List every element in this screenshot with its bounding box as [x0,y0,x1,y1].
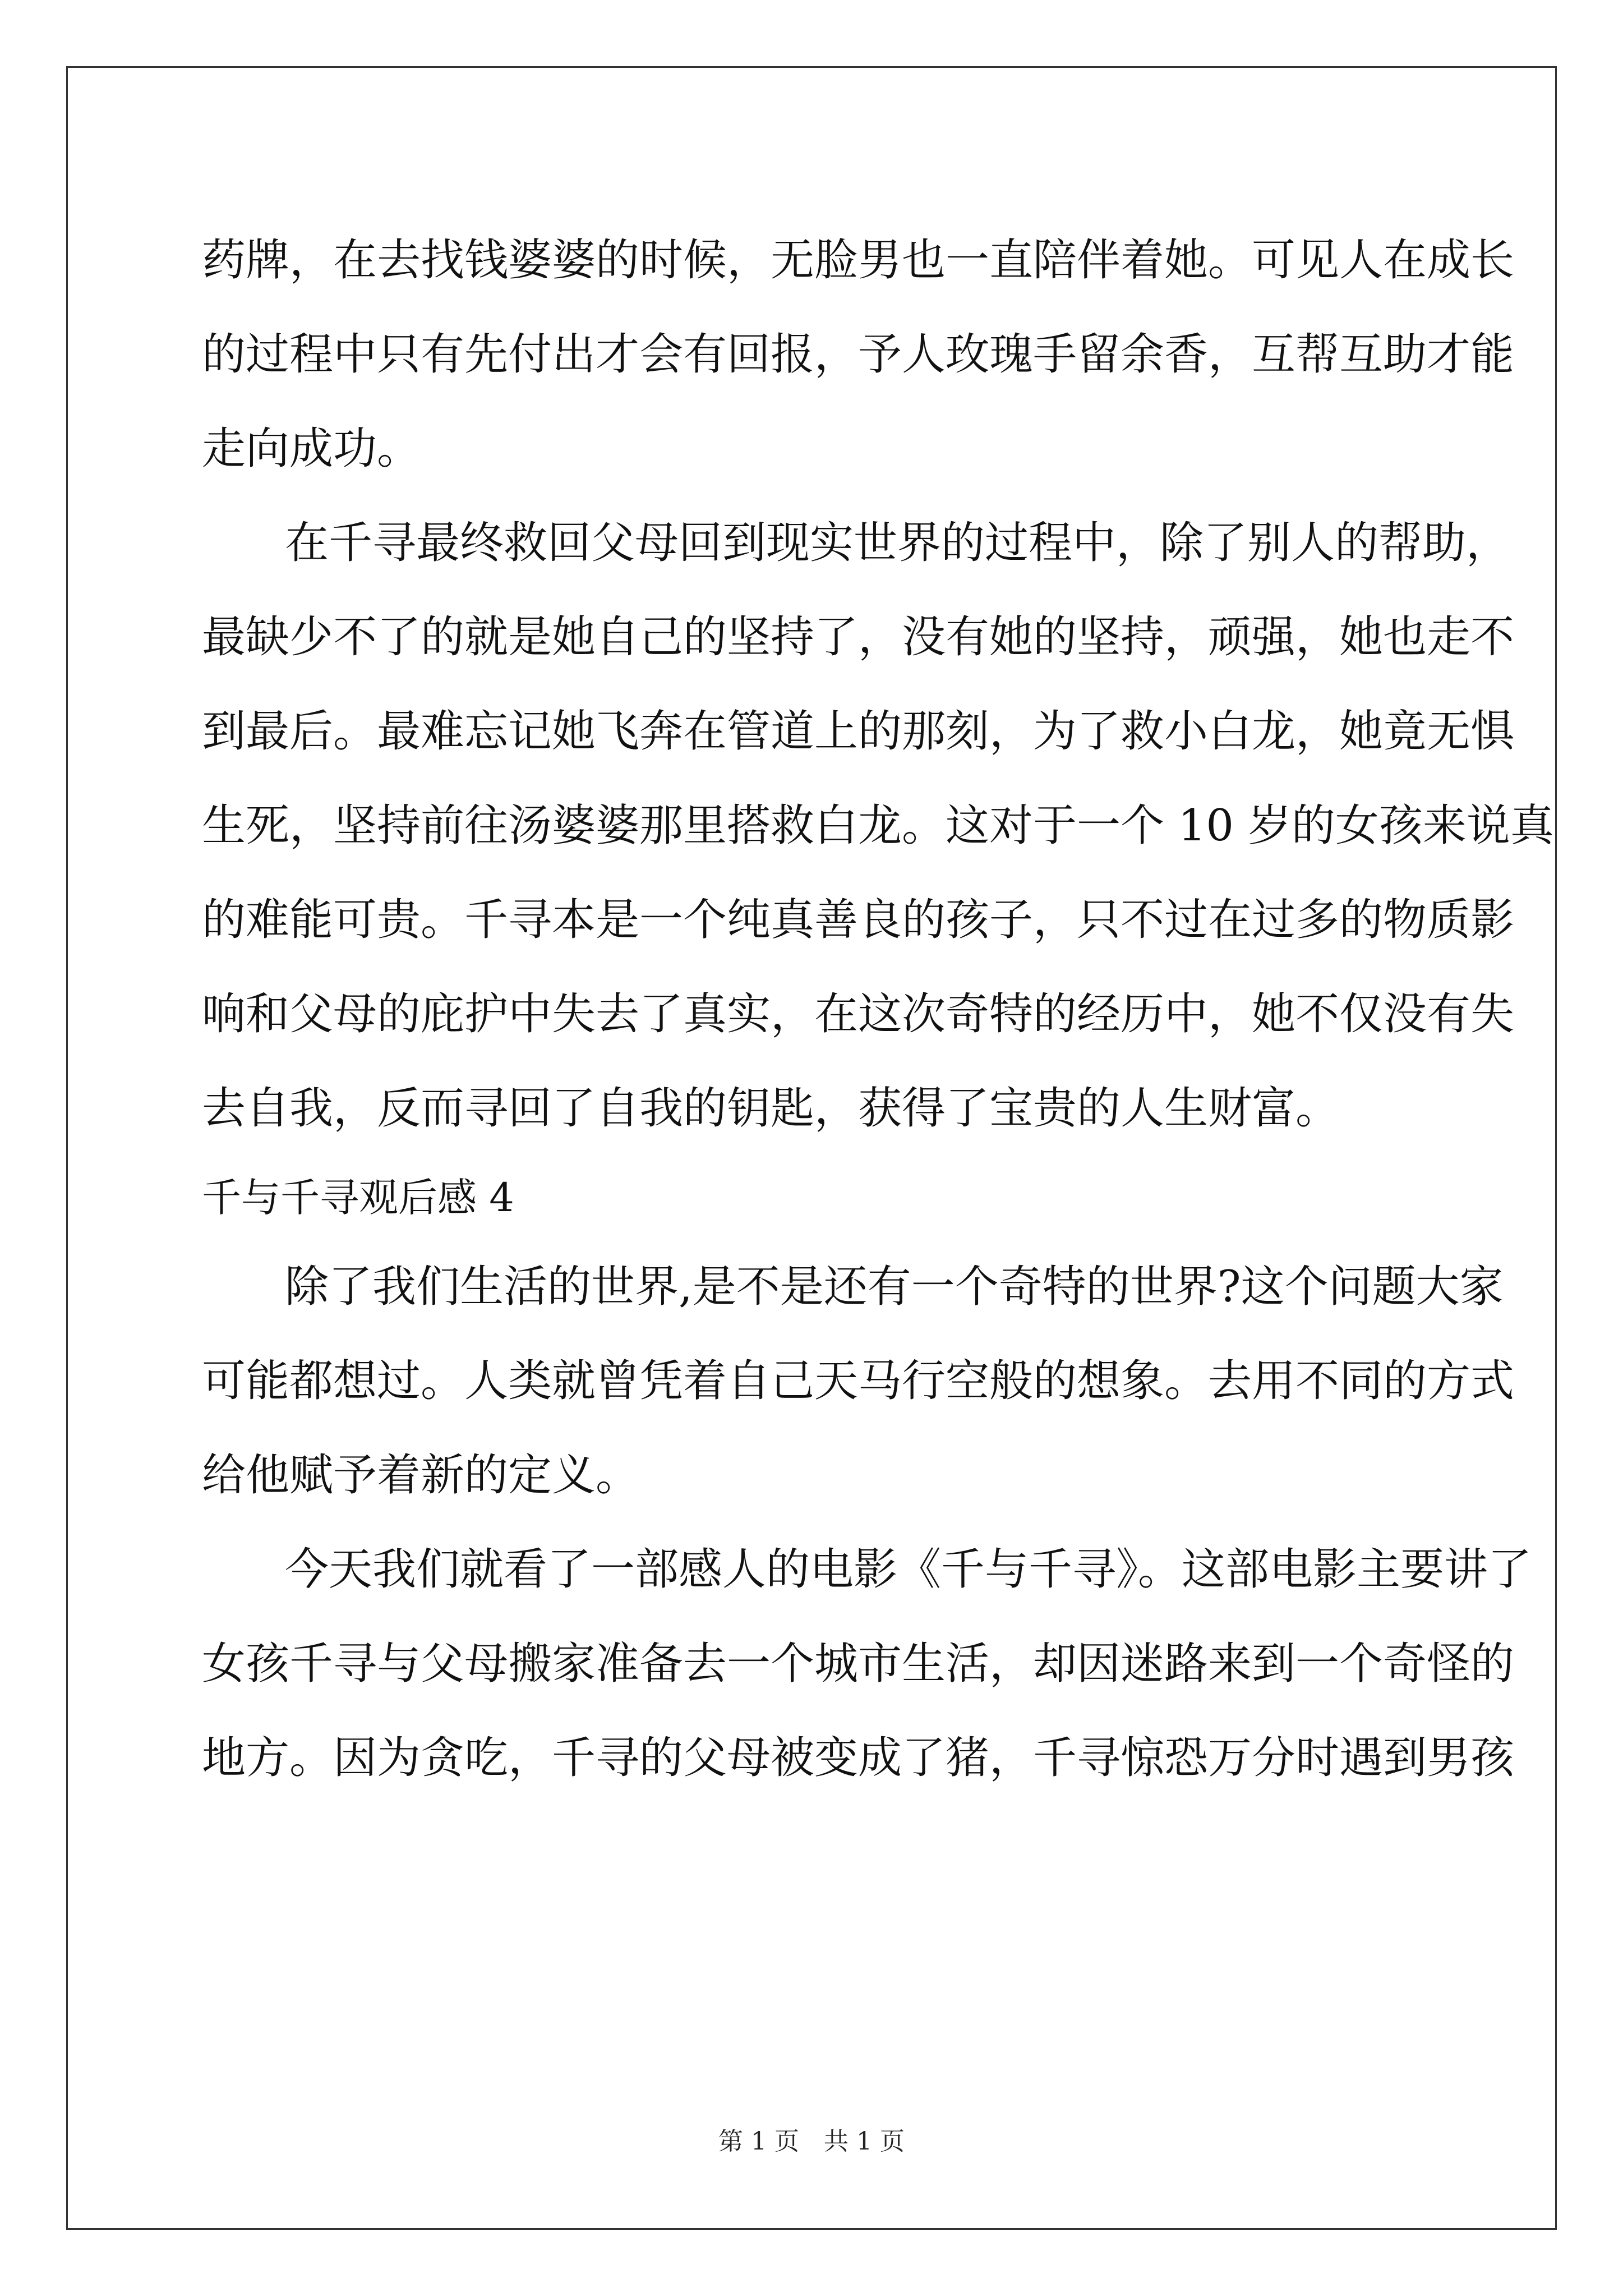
document-body [202,213,1554,1805]
text-line: 去自我，反而寻回了自我的钥匙，获得了宝贵的人生财富。 [202,1083,1340,1134]
section-heading: 千与千寻观后感 4 [202,1175,514,1221]
text-line: 除了我们生活的世界,是不是还有一个奇特的世界?这个问题大家 [285,1262,1504,1312]
text-line: 生死，坚持前往汤婆婆那里搭救白龙。这对于一个 10 岁的女孩来说真 [202,800,1554,851]
text-line: 最缺少不了的就是她自己的坚持了，没有她的坚持，顽强，她也走不 [202,612,1515,662]
text-line: 走向成功。 [202,424,421,474]
text-line: 的过程中只有先付出才会有回报，予人玫瑰手留余香，互帮互助才能 [202,329,1515,380]
text-line: 响和父母的庇护中失去了真实，在这次奇特的经历中，她不仅没有失 [202,989,1515,1039]
text-line: 的难能可贵。千寻本是一个纯真善良的孩子，只不过在过多的物质影 [202,895,1515,945]
text-line: 药牌，在去找钱婆婆的时候，无脸男也一直陪伴着她。可见人在成长 [202,235,1515,286]
text-line: 到最后。最难忘记她飞奔在管道上的那刻，为了救小白龙，她竟无惧 [202,706,1515,757]
text-line: 女孩千寻与父母搬家准备去一个城市生活，却因迷路来到一个奇怪的 [202,1639,1515,1689]
text-line: 可能都想过。人类就曾凭着自己天马行空般的想象。去用不同的方式 [202,1356,1515,1406]
text-line: 今天我们就看了一部感人的电影《千与千寻》。这部电影主要讲了 [285,1544,1532,1595]
page-footer: 第 1 页 共 1 页 [718,2127,905,2156]
text-line: 在千寻最终救回父母回到现实世界的过程中，除了别人的帮助， [285,518,1510,568]
text-line: 给他赋予着新的定义。 [202,1450,640,1501]
text-line: 地方。因为贪吃，千寻的父母被变成了猪，千寻惊恐万分时遇到男孩 [202,1733,1515,1783]
